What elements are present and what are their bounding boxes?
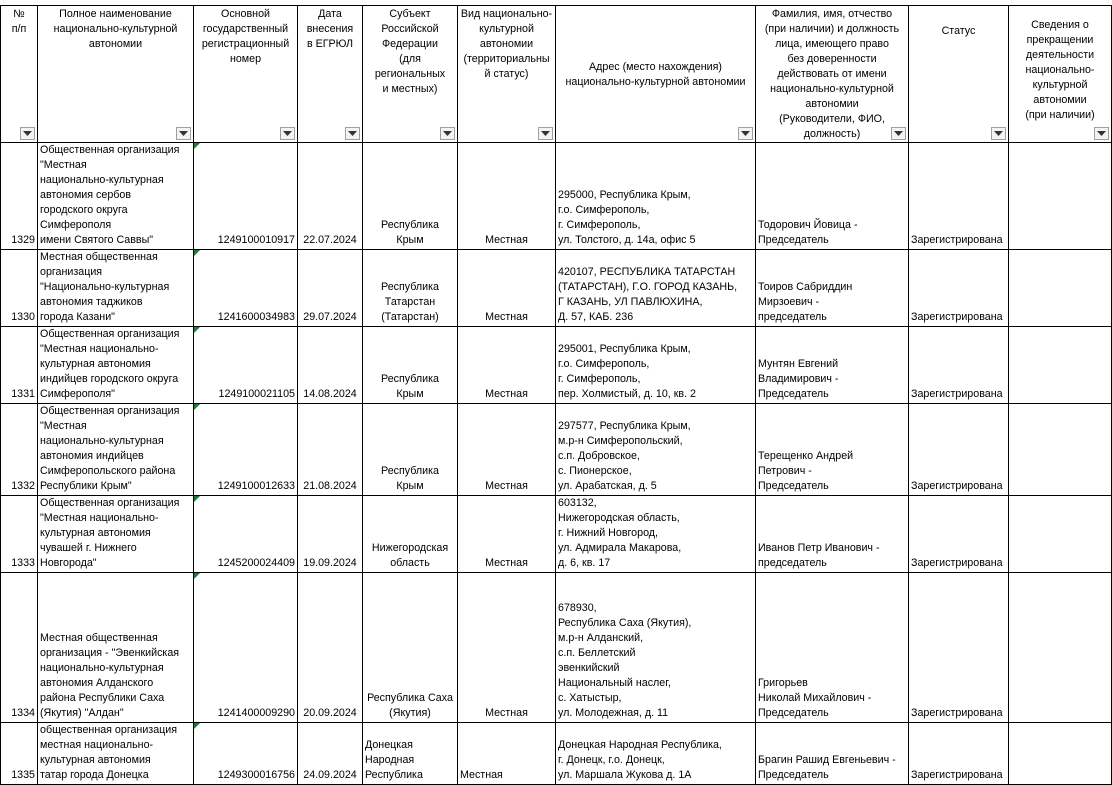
filter-button[interactable] [738,127,753,140]
cell-kind[interactable]: Местная [458,723,556,785]
cell-date[interactable]: 24.09.2024 [298,723,363,785]
dropdown-arrow-icon [741,131,750,137]
header-label: № п/п [11,8,27,35]
table-row [1,723,1112,785]
cell-subject[interactable]: Республика Крым [363,404,458,496]
cell-num[interactable]: 1331 [1,327,38,404]
filter-button[interactable] [891,127,906,140]
table-row [1,573,1112,723]
text-number-indicator [194,404,200,410]
header-label: Вид национально- культурной автономии (территориальны й статус) [460,8,553,80]
cell-status[interactable]: Зарегистрирована [909,327,1009,404]
cell-status[interactable]: Зарегистрирована [909,573,1009,723]
filter-button[interactable] [991,127,1006,140]
cell-ogrn-text: 1249100012633 [217,480,295,492]
cell-head[interactable]: Брагин Рашид Евгеньевич - Председатель [756,723,909,785]
cell-status[interactable]: Зарегистрирована [909,143,1009,250]
cell-head[interactable]: Тодорович Йовица - Председатель [756,143,909,250]
cell-num[interactable]: 1334 [1,573,38,723]
cell-date[interactable]: 14.08.2024 [298,327,363,404]
cell-ogrn[interactable] [194,496,298,573]
cell-address[interactable]: 295000, Республика Крым, г.о. Симферополь, г. Симферополь, ул. Толстого, д. 14а, офис 5 [556,143,756,250]
header-label: Фамилия, имя, отчество (при наличии) и должность лица, имеющего право без доверенности действовать от имени национально-культурной автономии (Руководители, ФИО, должность) [764,8,900,140]
header-label: Субъект Российской Федерации (для региональных и местных) [374,8,446,95]
cell-ogrn[interactable] [194,723,298,785]
cell-date[interactable]: 29.07.2024 [298,250,363,327]
filter-button[interactable] [176,127,191,140]
cell-ogrn[interactable] [194,143,298,250]
filter-button[interactable] [20,127,35,140]
header-status [909,6,1009,143]
header-head [756,6,909,143]
cell-status[interactable]: Зарегистрирована [909,723,1009,785]
header-termination [1009,6,1112,143]
cell-ogrn[interactable] [194,327,298,404]
cell-date[interactable]: 22.07.2024 [298,143,363,250]
text-number-indicator [194,250,200,256]
cell-status[interactable]: Зарегистрирована [909,404,1009,496]
cell-kind[interactable]: Местная [458,573,556,723]
dropdown-arrow-icon [179,131,188,137]
cell-name[interactable]: Общественная организация "Местная национально- культурная автономия чувашей г. Нижнего Новгорода" [38,496,194,573]
cell-name[interactable]: Местная общественная организация "Национально-культурная автономия таджиков города Казани" [38,250,194,327]
cell-date[interactable]: 21.08.2024 [298,404,363,496]
cell-head[interactable]: Иванов Петр Иванович - председатель [756,496,909,573]
filter-button[interactable] [345,127,360,140]
cell-kind[interactable]: Местная [458,250,556,327]
table-row [1,404,1112,496]
cell-status[interactable]: Зарегистрирована [909,250,1009,327]
cell-kind[interactable]: Местная [458,496,556,573]
text-number-indicator [194,143,200,149]
dropdown-arrow-icon [443,131,452,137]
header-kind [458,6,556,143]
cell-address[interactable]: 678930, Республика Саха (Якутия), м.р-н Алданский, с.п. Беллетский эвенкийский Национальный наслег, с. Хатыстыр, ул. Молодежная, д. 11 [556,573,756,723]
cell-address[interactable]: 295001, Республика Крым, г.о. Симферополь, г. Симферополь, пер. Холмистый, д. 10, кв. 2 [556,327,756,404]
header-label: Полное наименование национально-культурной автономии [53,8,178,50]
table-row [1,327,1112,404]
cell-name[interactable]: общественная организация местная национально- культурная автономия татар города Донецка [38,723,194,785]
dropdown-arrow-icon [348,131,357,137]
cell-ogrn-text: 1245200024409 [217,557,295,569]
cell-subject[interactable]: Республика Крым [363,327,458,404]
cell-termination[interactable] [1009,327,1112,404]
text-number-indicator [194,327,200,333]
cell-termination[interactable] [1009,723,1112,785]
table-row [1,143,1112,250]
header-label: Сведения о прекращении деятельности национально- культурной автономии (при наличии) [1025,19,1095,121]
cell-address[interactable]: Донецкая Народная Республика, г. Донецк, г.о. Донецк, ул. Маршала Жукова д. 1А [556,723,756,785]
header-label: Основной государственный регистрационный номер [201,8,290,65]
cell-address[interactable]: 603132, Нижегородская область, г. Нижний Новгород, ул. Адмирала Макарова, д. 6, кв. 17 [556,496,756,573]
cell-head[interactable]: Терещенко Андрей Петрович - Председатель [756,404,909,496]
header-label: Статус [941,25,976,37]
table-row [1,250,1112,327]
cell-head[interactable]: Тоиров Сабриддин Мирзоевич - председатель [756,250,909,327]
cell-subject[interactable]: Республика Крым [363,143,458,250]
cell-num[interactable]: 1329 [1,143,38,250]
text-number-indicator [194,573,200,579]
cell-name[interactable]: Общественная организация "Местная национально- культурная автономия индийцев городского округа Симферополя" [38,327,194,404]
cell-ogrn[interactable] [194,573,298,723]
cell-kind[interactable]: Местная [458,404,556,496]
cell-address[interactable]: 420107, РЕСПУБЛИКА ТАТАРСТАН (ТАТАРСТАН), Г.О. ГОРОД КАЗАНЬ, Г КАЗАНЬ, УЛ ПАВЛЮХИНА, Д. 57, КАБ. 236 [556,250,756,327]
header-address [556,6,756,143]
dropdown-arrow-icon [283,131,292,137]
cell-date[interactable]: 19.09.2024 [298,496,363,573]
cell-num[interactable]: 1333 [1,496,38,573]
text-number-indicator [194,723,200,729]
header-row [1,6,1112,143]
cell-name[interactable]: Местная общественная организация - "Эвенкийская национально-культурная автономия Алданского района Республики Саха (Якутия) "Алдан" [38,573,194,723]
cell-kind[interactable]: Местная [458,327,556,404]
header-name [38,6,194,143]
cell-ogrn[interactable] [194,404,298,496]
cell-subject[interactable]: Республика Саха (Якутия) [363,573,458,723]
header-label: Дата внесения в ЕГРЮЛ [306,8,354,50]
table-row [1,496,1112,573]
header-date [298,6,363,143]
cell-termination[interactable] [1009,404,1112,496]
cell-date[interactable]: 20.09.2024 [298,573,363,723]
cell-subject[interactable]: Республика Татарстан (Татарстан) [363,250,458,327]
cell-name[interactable]: Общественная организация "Местная национально-культурная автономия индийцев Симферопольского района Республики Крым" [38,404,194,496]
cell-address[interactable]: 297577, Республика Крым, м.р-н Симферопольский, с.п. Добровское, с. Пионерское, ул. Арабатская, д. 5 [556,404,756,496]
cell-termination[interactable] [1009,250,1112,327]
cell-kind[interactable]: Местная [458,143,556,250]
cell-num[interactable]: 1332 [1,404,38,496]
cell-ogrn-text: 1241600034983 [217,311,295,323]
text-number-indicator [194,496,200,502]
filter-button[interactable] [1094,127,1109,140]
dropdown-arrow-icon [1097,131,1106,137]
dropdown-arrow-icon [23,131,32,137]
cell-name[interactable]: Общественная организация "Местная национально-культурная автономия сербов городского округа Симферополя имени Святого Саввы" [38,143,194,250]
cell-num[interactable]: 1335 [1,723,38,785]
cell-termination[interactable] [1009,496,1112,573]
dropdown-arrow-icon [894,131,903,137]
cell-ogrn[interactable] [194,250,298,327]
header-num [1,6,38,143]
cell-ogrn-text: 1249100021105 [218,388,295,400]
cell-ogrn-text: 1249100010917 [217,234,295,246]
header-subject [363,6,458,143]
filter-button[interactable] [538,127,553,140]
cell-head[interactable]: Мунтян Евгений Владимирович - Председатель [756,327,909,404]
data-table [0,5,1112,785]
header-ogrn [194,6,298,143]
cell-head[interactable]: Григорьев Николай Михайлович - Председатель [756,573,909,723]
cell-ogrn-text: 1241400009290 [217,707,295,719]
cell-num[interactable]: 1330 [1,250,38,327]
filter-button[interactable] [280,127,295,140]
cell-termination[interactable] [1009,143,1112,250]
header-label: Адрес (место нахождения) национально-культурной автономии [565,60,746,88]
cell-subject[interactable]: Нижегородская область [363,496,458,573]
cell-status[interactable]: Зарегистрирована [909,496,1009,573]
cell-subject[interactable]: Донецкая Народная Республика [363,723,458,785]
cell-ogrn-text: 1249300016756 [217,769,295,781]
dropdown-arrow-icon [541,131,550,137]
cell-termination[interactable] [1009,573,1112,723]
dropdown-arrow-icon [994,131,1003,137]
filter-button[interactable] [440,127,455,140]
